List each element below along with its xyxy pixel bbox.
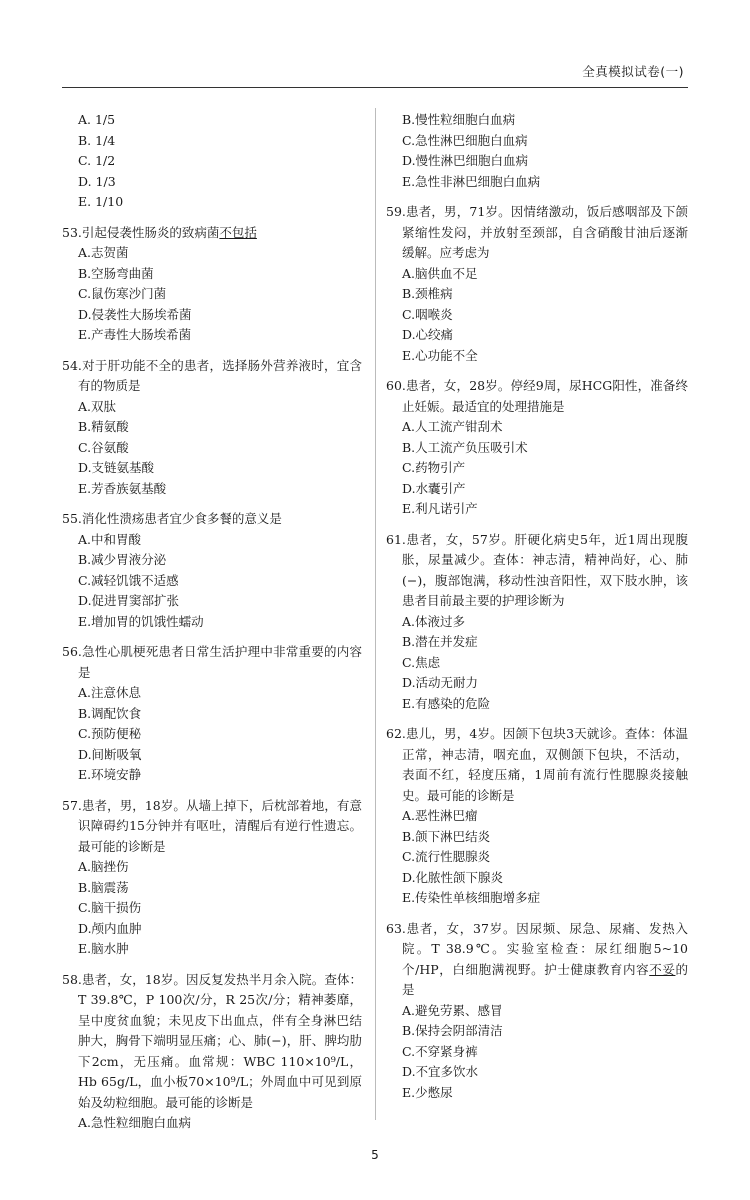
- answer-option: B.颌下淋巴结炎: [402, 828, 491, 844]
- answer-option: D. 1/3: [78, 173, 116, 189]
- question-text: 患者，男，71岁。因情绪激动，饭后感咽部及下颌紧缩性发闷，并放射至颈部，自含硝酸甘油后逐渐缓解。应考虑为: [402, 204, 688, 260]
- question-number: 54.: [62, 357, 82, 373]
- question-stem: [62, 970, 362, 1114]
- answer-option: B. 1/4: [78, 132, 116, 148]
- answer-option: B.空肠弯曲菌: [78, 265, 154, 281]
- answer-option: A.恶性淋巴瘤: [402, 808, 478, 823]
- question-number: 55.: [62, 511, 82, 526]
- answer-option: C.药物引产: [402, 460, 466, 475]
- answer-option: E.脑水肿: [78, 941, 129, 956]
- question-number: 57.: [62, 797, 82, 813]
- question-q56: [62, 642, 362, 786]
- answer-option: E.增加胃的饥饿性蠕动: [78, 613, 204, 629]
- answer-option: C.不穿紧身裤: [402, 1043, 478, 1059]
- question-number: 56.: [62, 644, 82, 659]
- answer-option: A.双肽: [78, 398, 117, 414]
- answer-option: A.避免劳累、感冒: [402, 1002, 503, 1018]
- question-number: 63.: [386, 920, 406, 936]
- answer-option: C.谷氨酸: [78, 439, 129, 455]
- answer-option: D.间断吸氧: [78, 746, 142, 762]
- answer-option: E.少憋尿: [402, 1084, 453, 1100]
- answer-option: D.促进胃窦部扩张: [78, 593, 180, 608]
- question-stem: [386, 202, 688, 264]
- question-stem: [62, 642, 362, 683]
- question-text: 患儿，男，4岁。因颌下包块3天就诊。查体：体温正常，神志清，咽充血，双侧颌下包块，不活动，表面不红，轻度压痛，1周前有流行性腮腺炎接触史。最可能的诊断是: [402, 726, 688, 803]
- question-text: 患者，女，28岁。停经9周，尿HCG阳性，准备终止妊娠。最适宜的处理措施是: [402, 378, 688, 414]
- question-stem: [386, 724, 688, 806]
- answer-option: A.体液过多: [402, 613, 466, 629]
- question-q54: [62, 356, 362, 500]
- question-stem: [62, 796, 362, 858]
- right-column: [386, 110, 688, 1113]
- question-q60: [386, 376, 688, 520]
- question-q57: [62, 796, 362, 960]
- question-q63: [386, 919, 688, 1104]
- answer-option: A.人工流产钳刮术: [402, 419, 503, 434]
- question-text: 引起侵袭性肠炎的致病菌: [81, 224, 220, 240]
- answer-option: E.环境安静: [78, 767, 142, 782]
- page-header-title: 全真模拟试卷(一): [582, 64, 684, 79]
- answer-option: D.侵袭性大肠埃希菌: [78, 306, 192, 322]
- answer-option: D.颅内血肿: [78, 920, 142, 936]
- question-q55: [62, 509, 362, 632]
- question-stem: [62, 509, 362, 530]
- answer-option: A. 1/5: [78, 112, 116, 127]
- answer-option: C.减轻饥饿不适感: [78, 572, 179, 588]
- question-stem: [386, 919, 688, 1001]
- question-q61: [386, 530, 688, 715]
- question-q59: [386, 202, 688, 366]
- answer-option: B.慢性粒细胞白血病: [402, 112, 516, 127]
- answer-option: C.预防便秘: [78, 726, 142, 741]
- question-stem: [386, 376, 688, 417]
- answer-option: E.产毒性大肠埃希菌: [78, 327, 192, 342]
- question-text: 患者，女，18岁。因反复发热半月余入院。查体：T 39.8℃，P 100次/分，R 25次/分；精神萎靡，呈中度贫血貌；未见皮下出血点，伴有全身淋巴结肿大，胸骨下端明显压痛；心、肺(−)，肝、脾均肋下2cm，无压痛。血常规：WBC 110×10⁹/L，Hb 65g/L，血小板70×10⁹/L；外周血中可见到原始及幼粒细胞。最可能的诊断是: [78, 971, 362, 1110]
- answer-option: D.活动无耐力: [402, 675, 479, 690]
- answer-option: A.脑供血不足: [402, 265, 478, 281]
- question-q58: [62, 970, 362, 1134]
- answer-option: B.保持会阴部清洁: [402, 1023, 503, 1038]
- answer-option: A.急性粒细胞白血病: [78, 1115, 192, 1130]
- answer-option: C.流行性腮腺炎: [402, 849, 491, 864]
- answer-option: D.化脓性颌下腺炎: [402, 869, 504, 885]
- question-text: 患者，女，57岁。肝硬化病史5年，近1周出现腹胀，尿量减少。查体：神志清，精神尚好，心、肺(−)，腹部饱满，移动性浊音阳性，双下肢水肿，该患者目前最主要的护理诊断为: [402, 531, 688, 608]
- answer-option: E.芳香族氨基酸: [78, 480, 167, 496]
- question-q52: [62, 110, 362, 213]
- answer-option: B.人工流产负压吸引术: [402, 439, 528, 455]
- question-text: 患者，女，37岁。因尿频、尿急、尿痛、发热入院。T 38.9℃。实验室检查：尿红细胞5~10个/HP，白细胞满视野。护士健康教育内容: [402, 920, 688, 977]
- answer-option: E.利凡诺引产: [402, 501, 478, 516]
- question-stem: [62, 356, 362, 397]
- question-number: 58.: [62, 971, 82, 987]
- answer-option: C.焦虑: [402, 654, 441, 670]
- question-number: 59.: [386, 204, 406, 219]
- header-rule: [62, 87, 688, 88]
- question-number: 62.: [386, 726, 406, 741]
- answer-option: C.急性淋巴细胞白血病: [402, 132, 528, 148]
- emphasis-text: 不妥: [649, 961, 676, 977]
- answer-option: B.调配饮食: [78, 705, 142, 721]
- question-text: 急性心肌梗死患者日常生活护理中非常重要的内容是: [78, 644, 362, 680]
- question-number: 60.: [386, 378, 406, 393]
- answer-option: C.咽喉炎: [402, 306, 453, 322]
- question-number: 53.: [62, 224, 82, 240]
- answer-option: B.精氨酸: [78, 419, 129, 434]
- question-q58-cont: [386, 110, 688, 192]
- answer-option: A.注意休息: [78, 685, 142, 700]
- answer-option: E.有感染的危险: [402, 695, 491, 711]
- answer-option: A.脑挫伤: [78, 859, 129, 874]
- question-number: 61.: [386, 531, 406, 547]
- answer-option: E.心功能不全: [402, 347, 478, 363]
- answer-option: C.鼠伤寒沙门菌: [78, 286, 167, 301]
- emphasis-text: 不包括: [219, 224, 257, 240]
- question-text-tail: 的是: [402, 961, 688, 997]
- answer-option: D.心绞痛: [402, 327, 454, 342]
- answer-option: B.颈椎病: [402, 286, 453, 301]
- answer-option: A.志贺菌: [78, 245, 129, 260]
- answer-option: B.减少胃液分泌: [78, 552, 167, 567]
- answer-option: A.中和胃酸: [78, 531, 142, 547]
- column-divider: [375, 108, 376, 1120]
- question-q53: [62, 223, 362, 346]
- answer-option: D.慢性淋巴细胞白血病: [402, 153, 529, 168]
- answer-option: E.急性非淋巴细胞白血病: [402, 173, 541, 189]
- answer-option: C.脑干损伤: [78, 900, 142, 915]
- question-text: 患者，男，18岁。从墙上掉下，后枕部着地，有意识障碍约15分钟并有呕吐，清醒后有逆行性遗忘。最可能的诊断是: [78, 797, 362, 854]
- answer-option: D.水囊引产: [402, 480, 466, 496]
- answer-option: B.脑震荡: [78, 879, 129, 895]
- question-text: 消化性溃疡患者宜少食多餐的意义是: [81, 511, 282, 526]
- left-column: [62, 110, 362, 1144]
- answer-option: B.潜在并发症: [402, 634, 478, 649]
- question-text: 对于肝功能不全的患者，选择肠外营养液时，宜含有的物质是: [78, 357, 362, 393]
- page-number: 5: [371, 1148, 379, 1162]
- question-q62: [386, 724, 688, 909]
- answer-option: E. 1/10: [78, 194, 124, 209]
- question-stem: [62, 223, 362, 244]
- answer-option: E.传染性单核细胞增多症: [402, 890, 541, 905]
- answer-option: D.不宜多饮水: [402, 1064, 479, 1079]
- answer-option: D.支链氨基酸: [78, 460, 155, 475]
- question-stem: [386, 530, 688, 612]
- answer-option: C. 1/2: [78, 153, 116, 168]
